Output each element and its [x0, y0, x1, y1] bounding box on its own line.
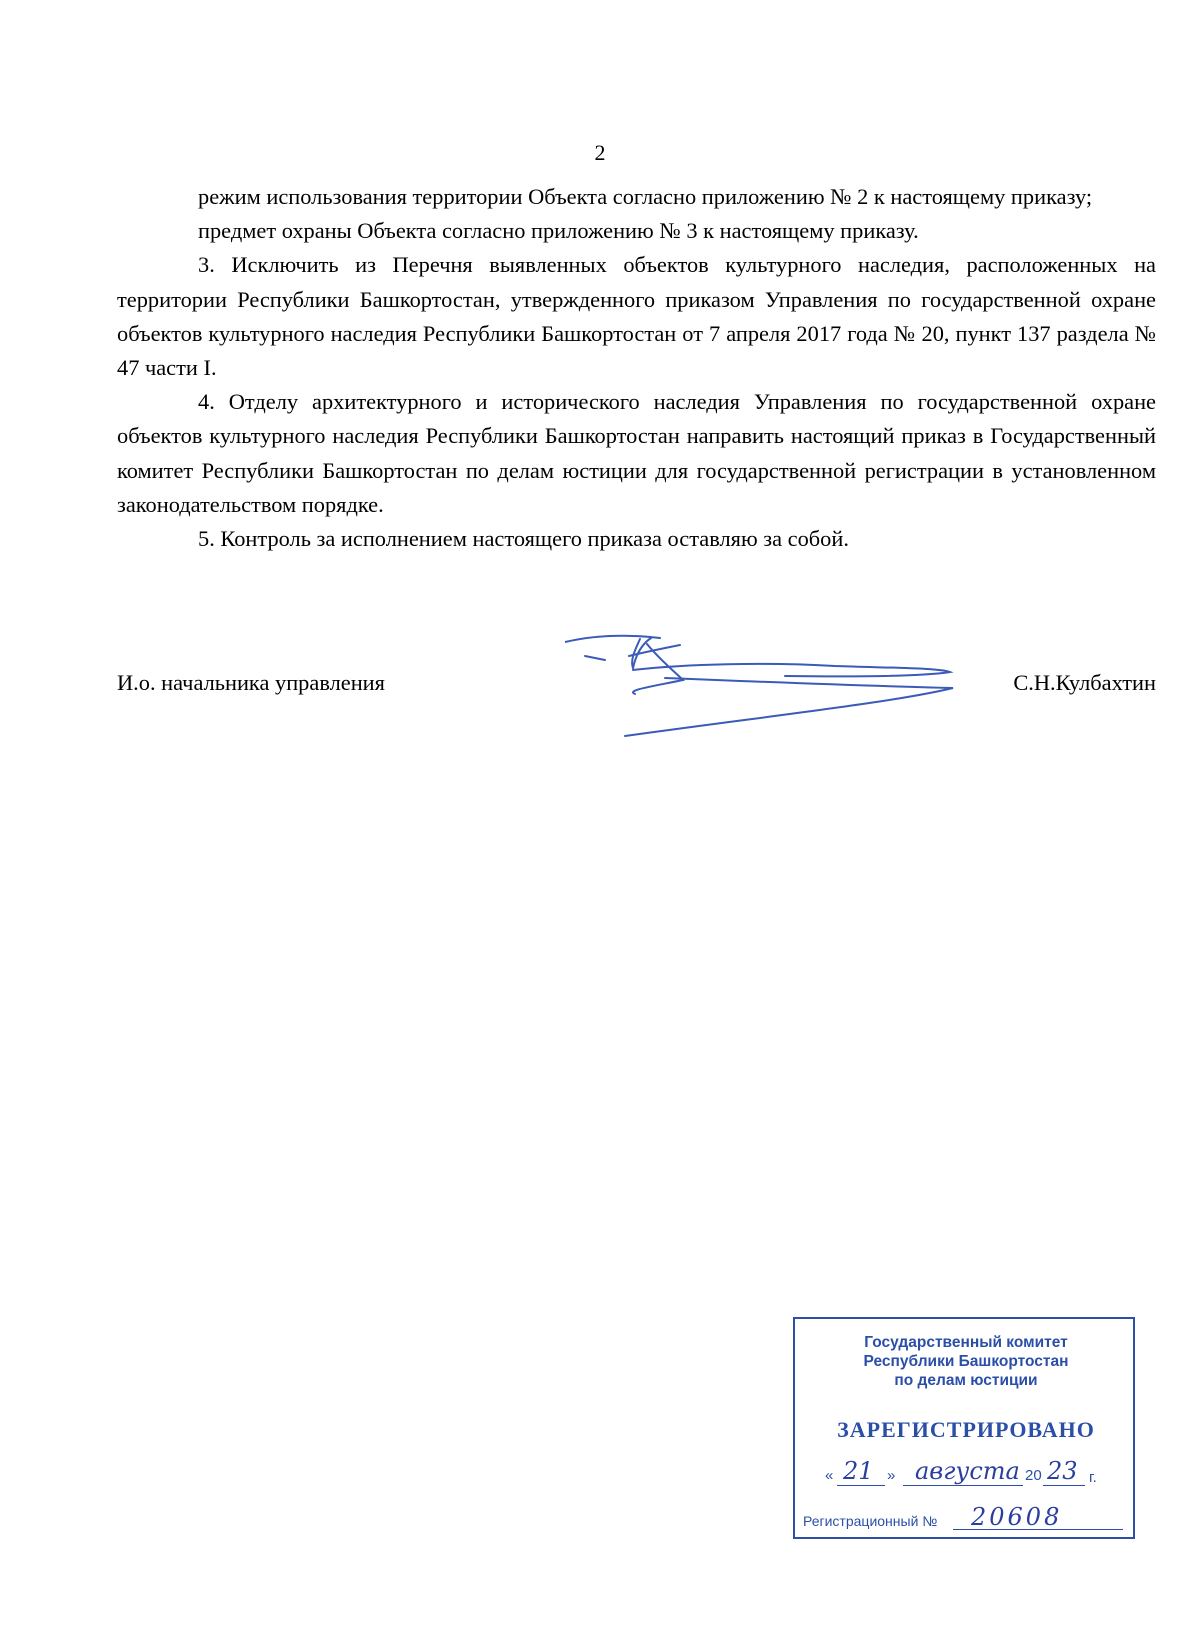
- paragraph: 4. Отделу архитектурного и исторического наследия Управления по государственной охране объектов культурного наследия Республики Башкортостан направить настоящий приказ в Государственный комитет Республики Башкортостан по делам юстиции для государственной регистрации в установленном законодательством порядке.: [117, 389, 1156, 517]
- stamp-quote-open: «: [825, 1467, 834, 1484]
- stamp-day: 21: [843, 1457, 874, 1485]
- paragraph: 3. Исключить из Перечня выявленных объектов культурного наследия, расположенных на территории Республики Башкортостан, утвержденного приказом Управления по государственной охране объектов культурного наследия Республики Башкортостан от 7 апреля 2017 года № 20, пункт 137 раздела № 47 части I.: [117, 252, 1156, 381]
- page-number: 2: [594, 140, 606, 165]
- stamp-org-line: по делам юстиции: [894, 1372, 1038, 1389]
- signatory-title: И.о. начальника управления: [117, 670, 385, 695]
- registration-stamp: [793, 1317, 1135, 1539]
- stamp-reg-label: Регистрационный №: [803, 1513, 938, 1529]
- stamp-year-suffix: 23: [1047, 1457, 1078, 1485]
- stamp-date: [825, 1457, 1125, 1491]
- stamp-month: августа: [915, 1457, 1020, 1485]
- stamp-reg-number: 20608: [971, 1503, 1063, 1531]
- stamp-year-prefix: 20: [1025, 1467, 1042, 1484]
- paragraph: режим использования территории Объекта согласно приложению № 2 к настоящему приказу;: [198, 184, 1093, 209]
- stamp-quote-close: »: [887, 1467, 896, 1484]
- stamp-status: ЗАРЕГИСТРИРОВАНО: [837, 1417, 1095, 1442]
- document-body: [117, 180, 1156, 556]
- signatory-name: С.Н.Кулбахтин: [1013, 670, 1156, 695]
- paragraph: предмет охраны Объекта согласно приложению № 3 к настоящему приказу.: [198, 218, 919, 244]
- stamp-org-line: Государственный комитет: [864, 1334, 1068, 1351]
- stamp-organization: [795, 1333, 1137, 1390]
- paragraph: 5. Контроль за исполнением настоящего приказа оставляю за собой.: [198, 526, 849, 552]
- handwritten-signature: [565, 630, 955, 740]
- stamp-org-line: Республики Башкортостан: [863, 1353, 1069, 1370]
- stamp-registration: [803, 1503, 1133, 1533]
- stamp-year-unit: г.: [1089, 1469, 1097, 1486]
